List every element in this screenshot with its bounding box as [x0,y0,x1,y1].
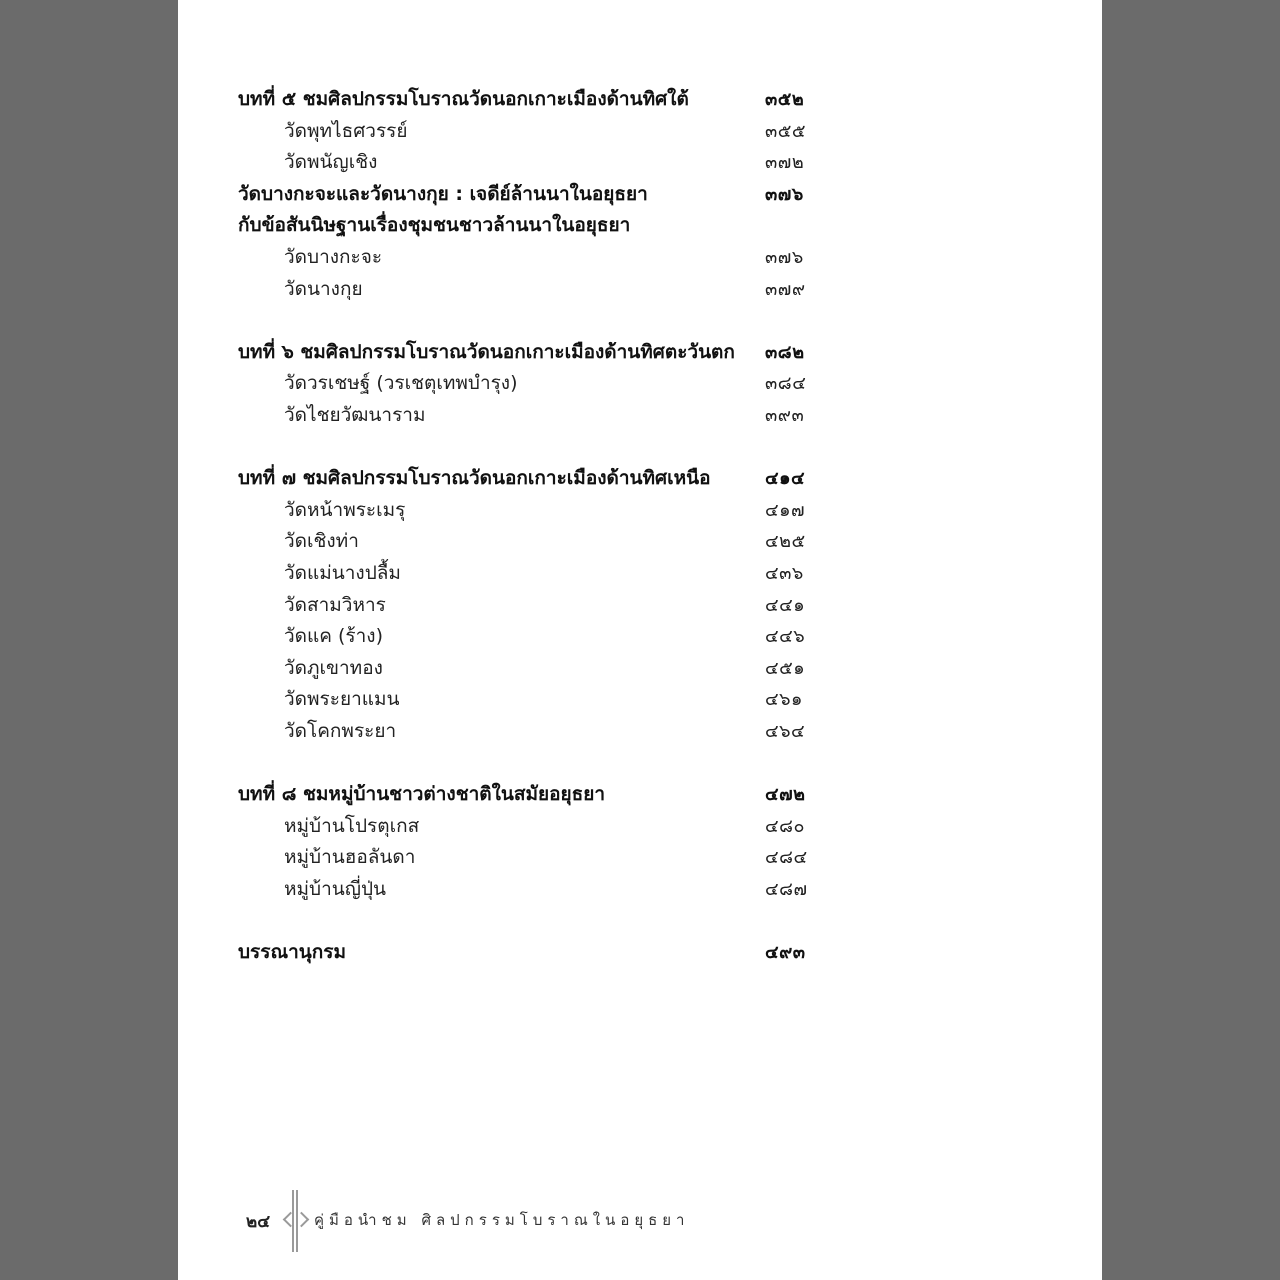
toc-title: วัดพุทไธศวรรย์ [284,119,408,142]
toc-page-number: ๓๗๒ [765,152,805,174]
toc-page-number: ๓๗๙ [765,278,806,300]
toc-title: วัดเชิงท่า [284,530,359,553]
toc-title: วัดพนัญเชิง [284,151,378,174]
toc-spacer [178,747,1102,779]
toc-title: วัดหน้าพระเมรุ [284,498,406,521]
toc-page-number: ๔๓๖ [765,562,804,584]
toc-chapter[interactable] [178,779,1102,811]
table-of-contents [178,84,1102,969]
toc-title: วัดโคกพระยา [284,719,397,742]
toc-entry[interactable] [178,621,1102,653]
toc-page-number: ๔๑๔ [765,468,806,490]
toc-title: หมู่บ้านฮอลันดา [284,846,416,869]
toc-page-number: ๓๕๕ [765,120,807,142]
toc-entry[interactable] [178,526,1102,558]
toc-title: วัดบางกะจะ [284,245,383,268]
toc-title: วัดไชยวัฒนาราม [284,403,426,426]
toc-chapter[interactable] [178,463,1102,495]
toc-page-number: ๔๙๓ [765,942,806,964]
toc-title: วัดวรเชษฐ์ (วรเชตุเทพบำรุง) [284,372,518,395]
toc-spacer [178,432,1102,464]
toc-page-number: ๓๗๖ [765,183,804,205]
toc-page-number: ๔๔๖ [765,626,806,648]
toc-title: วัดนางกุย [284,277,363,300]
toc-entry[interactable] [178,716,1102,748]
toc-spacer [178,305,1102,337]
running-header-book-title: คู่มือนำชม ศิลปกรรมโบราณในอยุธยา [314,1211,690,1229]
toc-page-number: ๔๒๕ [765,531,806,553]
toc-title: บรรณานุกรม [238,941,346,964]
toc-page-number: ๔๗๒ [765,784,806,806]
toc-entry[interactable] [178,811,1102,843]
toc-title: วัดสามวิหาร [284,593,386,616]
toc-page-number: ๔๔๑ [765,594,806,616]
toc-entry[interactable] [178,274,1102,306]
toc-chapter-continuation [178,210,1102,242]
toc-title: หมู่บ้านโปรตุเกส [284,814,420,837]
toc-chapter[interactable] [178,337,1102,369]
toc-page-number: ๓๙๓ [765,404,805,426]
toc-entry[interactable] [178,684,1102,716]
toc-entry[interactable] [178,590,1102,622]
toc-title: วัดภูเขาทอง [284,656,383,679]
toc-entry[interactable] [178,842,1102,874]
toc-chapter[interactable] [178,84,1102,116]
folio-page-number: ๒๔ [246,1212,271,1232]
toc-page-number: ๓๘๒ [765,341,805,363]
toc-title: บทที่ ๗ ชมศิลปกรรมโบราณวัดนอกเกาะเมืองด้านทิศเหนือ [238,467,711,490]
toc-title: วัดแม่นางปลื้ม [284,561,401,584]
toc-spacer [178,905,1102,937]
toc-page-number: ๔๖๑ [765,689,803,711]
document-page [178,0,1102,1280]
toc-page-number: ๔๖๔ [765,720,806,742]
toc-page-number: ๔๘๐ [765,815,805,837]
toc-title: บทที่ ๕ ชมศิลปกรรมโบราณวัดนอกเกาะเมืองด้านทิศใต้ [238,88,689,110]
toc-entry[interactable] [178,495,1102,527]
toc-entry[interactable] [178,400,1102,432]
toc-page-number: ๔๕๑ [765,657,806,679]
toc-entry[interactable] [178,147,1102,179]
toc-entry[interactable] [178,558,1102,590]
toc-title: วัดบางกะจะและวัดนางกุย : เจดีย์ล้านนาในอยุธยา [238,182,648,205]
toc-title: กับข้อสันนิษฐานเรื่องชุมชนชาวล้านนาในอยุธยา [238,214,631,237]
toc-entry[interactable] [178,242,1102,274]
toc-title: วัดพระยาแมน [284,688,400,711]
toc-page-number: ๓๘๔ [765,373,807,395]
toc-title: หมู่บ้านญี่ปุ่น [284,877,387,900]
toc-title: บทที่ ๘ ชมหมู่บ้านชาวต่างชาติในสมัยอยุธยา [238,783,606,806]
toc-bibliography[interactable] [178,937,1102,969]
toc-page-number: ๔๑๗ [765,499,806,521]
toc-entry[interactable] [178,116,1102,148]
toc-title: บทที่ ๖ ชมศิลปกรรมโบราณวัดนอกเกาะเมืองด้านทิศตะวันตก [238,340,735,363]
toc-chapter[interactable] [178,179,1102,211]
toc-page-number: ๔๘๗ [765,878,808,900]
page-footer [178,1188,1102,1252]
toc-title: วัดแค (ร้าง) [284,625,383,648]
toc-page-number: ๓๗๖ [765,246,804,268]
toc-entry[interactable] [178,368,1102,400]
toc-page-number: ๓๕๒ [765,89,805,110]
toc-entry[interactable] [178,874,1102,906]
toc-page-number: ๔๘๔ [765,847,808,869]
toc-entry[interactable] [178,653,1102,685]
